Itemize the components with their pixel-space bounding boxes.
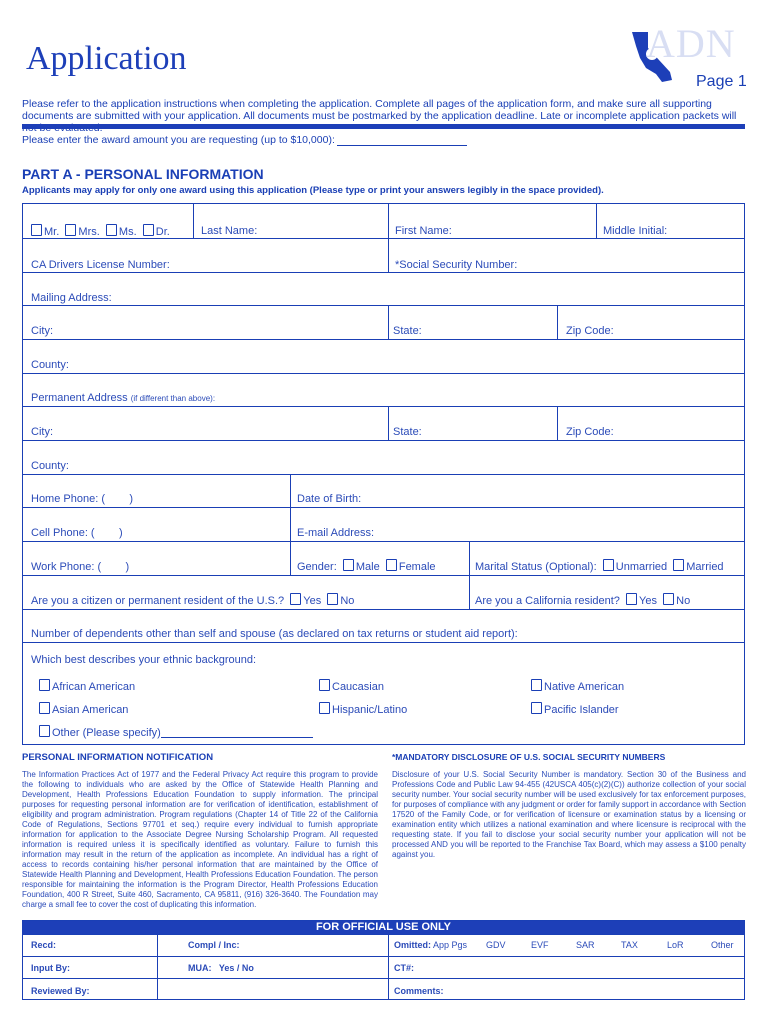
ethnic-other-input[interactable]	[161, 737, 313, 738]
official-use-title: FOR OFFICIAL USE ONLY	[23, 921, 744, 934]
city-2-field[interactable]: City:	[31, 426, 53, 438]
page-number: Page 1	[696, 73, 747, 90]
award-amount-field[interactable]	[337, 145, 467, 146]
marital-unmarried[interactable]: Unmarried	[603, 561, 667, 573]
divider	[388, 204, 389, 238]
checkbox-icon	[106, 224, 117, 236]
divider	[388, 238, 389, 272]
ethnic-asian-american[interactable]: Asian American	[39, 702, 128, 716]
personal-info-table	[22, 203, 745, 745]
ssn-field[interactable]: *Social Security Number:	[395, 259, 518, 271]
ethnic-hispanic-latino[interactable]: Hispanic/Latino	[319, 702, 407, 716]
ethnic-native-american[interactable]: Native American	[531, 679, 624, 693]
dependents-field[interactable]: Number of dependents other than self and spouse (as declared on tax returns or student aid report):	[31, 628, 518, 640]
omitted-tax[interactable]: TAX	[621, 940, 638, 950]
omitted-label: Omitted:	[394, 940, 431, 950]
ethnic-caucasian[interactable]: Caucasian	[319, 679, 384, 693]
ca-resident-no[interactable]: No	[663, 595, 690, 607]
adn-logo-text: ADN	[646, 21, 736, 66]
divider	[388, 305, 389, 339]
recd-field[interactable]: Recd:	[31, 940, 57, 950]
state-2-field[interactable]: State:	[393, 426, 422, 438]
permanent-address-field[interactable]	[31, 392, 215, 404]
marital-married[interactable]: Married	[673, 561, 723, 573]
ca-resident-label: Are you a California resident?	[475, 595, 620, 607]
divider	[557, 305, 558, 339]
omitted-evf[interactable]: EVF	[531, 940, 549, 950]
checkbox-icon	[31, 224, 42, 236]
gender-label: Gender:	[297, 561, 337, 573]
checkbox-icon	[531, 702, 542, 714]
checkbox-icon	[39, 702, 50, 714]
divider	[557, 406, 558, 440]
divider	[193, 204, 194, 238]
mailing-address-field[interactable]: Mailing Address:	[31, 292, 112, 304]
salutation-mrs[interactable]: Mrs.	[65, 226, 99, 238]
checkbox-icon	[327, 593, 338, 605]
checkbox-icon	[290, 593, 301, 605]
zip-2-field[interactable]: Zip Code:	[566, 426, 614, 438]
comments-field[interactable]: Comments:	[394, 986, 444, 996]
header-divider	[22, 124, 745, 129]
divider	[290, 474, 291, 575]
email-field[interactable]: E-mail Address:	[297, 527, 375, 539]
omitted-other[interactable]: Other	[711, 940, 734, 950]
page-title: Application	[26, 40, 187, 77]
checkbox-icon	[626, 593, 637, 605]
salutation-ms[interactable]: Ms.	[106, 226, 137, 238]
gender-male[interactable]: Male	[343, 561, 380, 573]
reviewed-by-field[interactable]: Reviewed By:	[31, 986, 90, 996]
first-name-field[interactable]: First Name:	[395, 225, 452, 237]
citizen-label: Are you a citizen or permanent resident of the U.S.?	[31, 595, 285, 607]
checkbox-icon	[39, 725, 50, 737]
salutation-mr[interactable]: Mr.	[31, 226, 59, 238]
notification-title: PERSONAL INFORMATION NOTIFICATION	[22, 752, 214, 763]
city-field[interactable]: City:	[31, 325, 53, 337]
salutation-group	[31, 224, 170, 238]
ethnic-other[interactable]: Other (Please specify)	[39, 725, 161, 739]
checkbox-icon	[39, 679, 50, 691]
permanent-address-note: (if different than above):	[130, 394, 216, 403]
ethnic-pacific-islander[interactable]: Pacific Islander	[531, 702, 619, 716]
ssn-disclosure-title: *MANDATORY DISCLOSURE OF U.S. SOCIAL SECURITY NUMBERS	[392, 752, 666, 762]
divider	[388, 934, 389, 1000]
work-phone-field[interactable]: Work Phone: ( )	[31, 561, 130, 573]
checkbox-icon	[531, 679, 542, 691]
checkbox-icon	[319, 702, 330, 714]
omitted-lor[interactable]: LoR	[667, 940, 684, 950]
ssn-disclosure-body: Disclosure of your U.S. Social Security Number is mandatory. Section 30 of the Business and Professions Code and Public Law 94-455 (42USCA 405(c)(2)(C)) authorize collection of your social security number. Your social security number will be used exclusively for tax enforcement purposes, for purposes of compliance with any judgment or order for family support in accordance with Section 17520 of the Family Code, or for verification of licensure or examination status by a licensing or examination entity which utilizes a national examination and where licensure is reciprocal with the requesting state. If you fail to disclose your social security number your application will not be processed AND you will be reported to the Franchise Tax Board, which may assess a $100 penalty against you.	[392, 770, 746, 859]
state-field[interactable]: State:	[393, 325, 422, 337]
checkbox-icon	[673, 559, 684, 571]
county-2-field[interactable]: County:	[31, 460, 69, 472]
ca-resident-group	[475, 593, 690, 607]
divider	[388, 406, 389, 440]
last-name-field[interactable]: Last Name:	[201, 225, 258, 237]
cell-phone-field[interactable]: Cell Phone: ( )	[31, 527, 123, 539]
ct-field[interactable]: CT#:	[394, 963, 414, 973]
intro-text: Please refer to the application instructions when completing the application. Complete all pages of the application form, and make sure all supporting documents are submitted with your application. All documents must be postmarked by the application deadline. Late or incomplete application packets will	[22, 98, 737, 122]
award-prompt: Please enter the award amount you are requesting (up to $10,000):	[22, 134, 335, 146]
notification-body: The Information Practices Act of 1977 and the Federal Privacy Act require this program to provide the following to individuals who are asked by the Office of Statewide Health Planning and Development, Health Professions Education Foundation to supply information. The principal purposes for requesting personal information are for verification of identification, establishment of eligibility and program administration. Program regulations (Chapter 14 of Title 22 of the California Code of Regulations, Sections 97701 et seq.) require every individual to furnish appropriate information for application to the Associate Degree Nursing Scholarship Program. All requested information is required unless it is specifically identified as voluntary. Failure to furnish this information may result in the return of the application as incomplete. An individual has a right of access to records containing his/her personal information that are maintained by the Office of Statewide Health Planning and Development, Health Professions Education Foundation. The person responsible for maintaining the information is the Program Director, Health Professions Education Foundation, 400 R Street, Suite 460, Sacramento, CA 95811, (916) 326-3640. The Foundation may charge a small fee to cover the cost of duplicating this information.	[22, 770, 378, 909]
ca-license-field[interactable]: CA Drivers License Number:	[31, 259, 170, 271]
input-by-field[interactable]: Input By:	[31, 963, 70, 973]
marital-label: Marital Status (Optional):	[475, 561, 597, 573]
citizen-yes[interactable]: Yes	[290, 595, 321, 607]
checkbox-icon	[386, 559, 397, 571]
divider	[596, 204, 597, 238]
permanent-address-label: Permanent Address	[31, 392, 128, 404]
omitted-app-pgs[interactable]: App Pgs	[433, 940, 468, 950]
zip-field[interactable]: Zip Code:	[566, 325, 614, 337]
middle-initial-field[interactable]: Middle Initial:	[603, 225, 668, 237]
official-use-box	[22, 920, 745, 1000]
checkbox-icon	[319, 679, 330, 691]
checkbox-icon	[143, 224, 154, 236]
part-a-title: PART A - PERSONAL INFORMATION	[22, 166, 264, 182]
ethnic-label: Which best describes your ethnic background:	[31, 654, 257, 666]
omitted-sar[interactable]: SAR	[576, 940, 595, 950]
checkbox-icon	[663, 593, 674, 605]
marital-group	[475, 559, 724, 573]
ethnic-african-american[interactable]: African American	[39, 679, 135, 693]
county-field[interactable]: County:	[31, 359, 69, 371]
ca-resident-yes[interactable]: Yes	[626, 595, 657, 607]
mua-field[interactable]: MUA: Yes / No	[188, 963, 254, 973]
omitted-gdv[interactable]: GDV	[486, 940, 506, 950]
home-phone-field[interactable]: Home Phone: ( )	[31, 493, 134, 505]
compl-field[interactable]: Compl / Inc:	[188, 940, 240, 950]
checkbox-icon	[343, 559, 354, 571]
dob-field[interactable]: Date of Birth:	[297, 493, 362, 505]
checkbox-icon	[65, 224, 76, 236]
checkbox-icon	[603, 559, 614, 571]
salutation-dr[interactable]: Dr.	[143, 226, 170, 238]
gender-female[interactable]: Female	[386, 561, 436, 573]
part-a-subtitle: Applicants may apply for only one award using this application (Please type or print your answers legibly in the space provided).	[22, 185, 604, 196]
citizen-group	[31, 593, 354, 607]
citizen-no[interactable]: No	[327, 595, 354, 607]
gender-group	[297, 559, 436, 573]
divider	[157, 934, 158, 1000]
